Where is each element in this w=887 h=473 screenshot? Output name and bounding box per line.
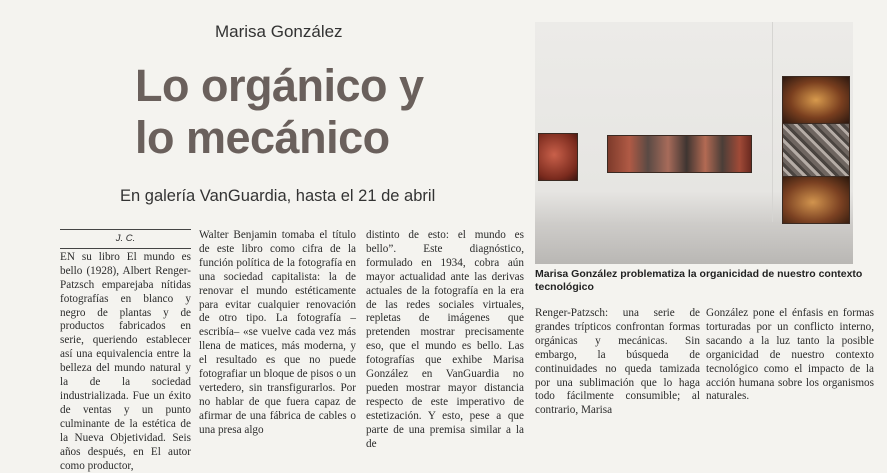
column-3-text: distinto de esto: el mundo es bello”. Este diagnóstico, formulado en 1934, cobra aún mayor actualidad ante las derivas actuales de la fotografía en la era de las redes sociales virtuales, repletas de imágenes que pretenden mostrar precisamente eso, que el mundo es bello. Las fotografías que exhibe Marisa González en VanGuardia no pueden mostrar mayor distancia respecto de este imperativo de estetización. Y esto, pese a que parte de una premisa similar a la de [366, 229, 524, 450]
column-1-text: EN su libro El mundo es bello (1928), Albert Renger-Patzsch emparejaba nítidas fotografías en blanco y negro de plantas y de productos fabricados en serie, queriendo establecer así una equivalencia entre la belleza del mundo natural y la de la sociedad industrializada. Fue un éxito de ventas y un punto culminante de la estética de la Nueva Objetividad. Seis años después, en El autor como productor, [60, 250, 191, 472]
byline: J. C. [60, 229, 191, 249]
body-column-4 [535, 307, 700, 418]
artwork-stack-bottom [783, 177, 849, 223]
artwork-left [539, 134, 577, 180]
article-headline [135, 60, 525, 164]
body-column-2 [199, 229, 356, 438]
artwork-triptych-center [608, 136, 751, 172]
column-5-text: González pone el énfasis en formas torturadas por un conflicto interno, sacando a la luz tanto la posible organicidad de nuestro contexto tecnológico como el impacto de la acción humana sobre los organismos naturales. [706, 307, 874, 403]
artwork-stack-top [783, 77, 849, 123]
column-2-text: Walter Benjamin tomaba el título de este libro como cifra de la función política de la fotografía en una sociedad capitalista: la de renovar el mundo estéticamente para evitar cualquier renovación de otro tipo. La fotografía –escribía– «se vuelve cada vez más llena de matices, más moderna, y el resultado es que no puede fotografiar un bloque de pisos o un vertedero, sin transfigurarlos. Por no hablar de que fuera capaz de afirmar de una fábrica de cables o una presa algo [199, 229, 356, 436]
body-column-5 [706, 307, 874, 404]
gallery-floor [535, 222, 853, 264]
headline-line-2: lo mecánico [135, 112, 390, 163]
wall-seam [772, 22, 773, 222]
column-4-text: Renger-Patzsch: una serie de grandes trípticos confrontan formas orgánicas y mecánicas. Sin embargo, la búsqueda de continuidades no queda tamizada por una sublimación que lo haga todo fácilmente consumible; al contrario, Marisa [535, 307, 700, 417]
headline-line-1: Lo orgánico y [135, 60, 424, 111]
gallery-photo [535, 22, 853, 264]
article-subhead: En galería VanGuardia, hasta el 21 de abril [120, 187, 436, 205]
artwork-stack-middle [783, 124, 849, 176]
photo-caption: Marisa González problematiza la organicidad de nuestro contexto tecnológico [535, 268, 863, 293]
body-column-1 [60, 229, 191, 473]
body-column-3 [366, 229, 524, 452]
article-kicker: Marisa González [215, 22, 343, 41]
